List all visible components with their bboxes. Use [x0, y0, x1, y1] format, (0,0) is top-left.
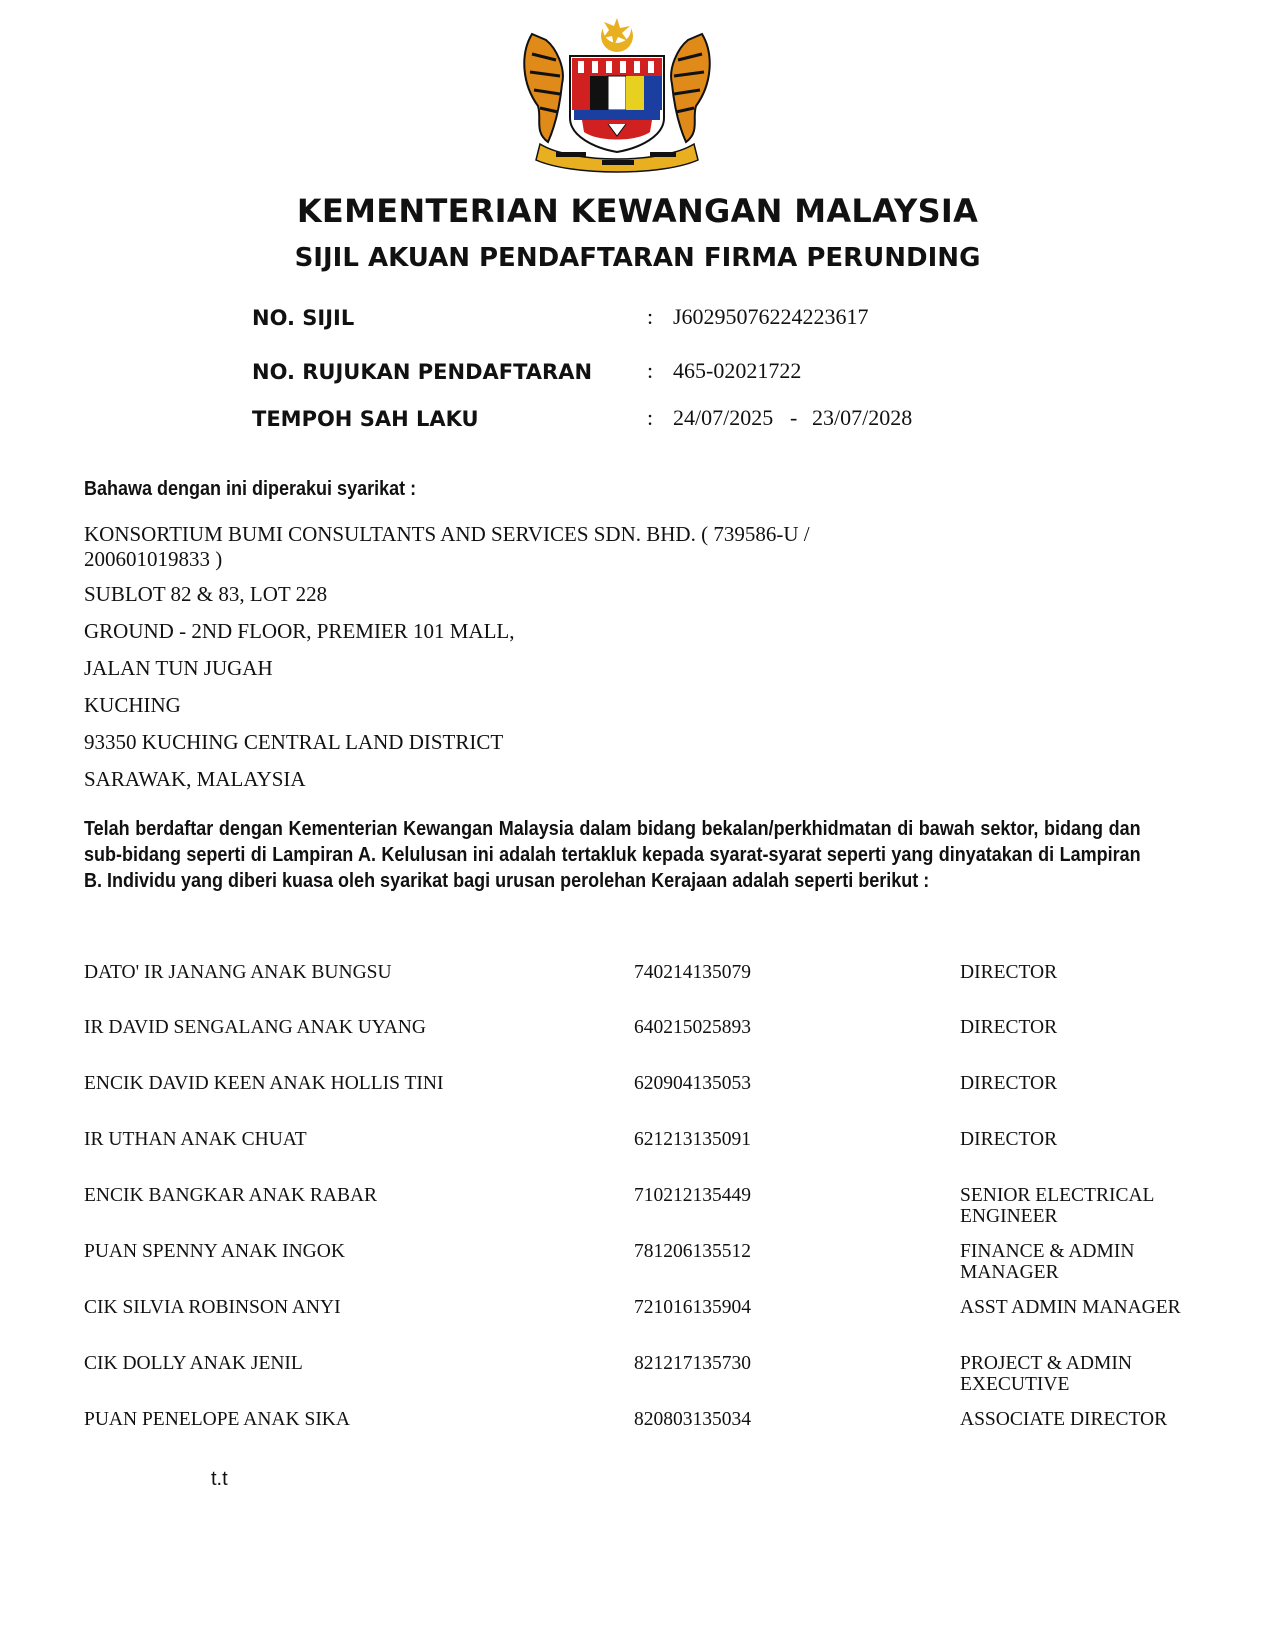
person-row: [0, 962, 1275, 1012]
person-name: ENCIK DAVID KEEN ANAK HOLLIS TINI: [84, 1073, 444, 1094]
person-role: ASST ADMIN MANAGER: [960, 1297, 1181, 1318]
person-name: IR UTHAN ANAK CHUAT: [84, 1129, 307, 1150]
address-line: JALAN TUN JUGAH: [84, 656, 273, 680]
certificate-title: SIJIL AKUAN PENDAFTARAN FIRMA PERUNDING: [294, 243, 981, 273]
tempoh-separator: -: [790, 405, 798, 430]
tempoh-row: [0, 407, 1275, 441]
person-row: [0, 1241, 1275, 1291]
person-role: DIRECTOR: [960, 1073, 1058, 1094]
person-row: [0, 1017, 1275, 1067]
address-line: SUBLOT 82 & 83, LOT 228: [84, 582, 328, 606]
address-line: KUCHING: [84, 693, 181, 717]
person-row: [0, 1409, 1275, 1459]
person-role: ASSOCIATE DIRECTOR: [960, 1409, 1168, 1430]
rujukan-row: [0, 360, 1275, 394]
person-role: SENIOR ELECTRICAL ENGINEER: [960, 1185, 1154, 1227]
person-role: DIRECTOR: [960, 962, 1058, 983]
rujukan-label: NO. RUJUKAN PENDAFTARAN: [252, 360, 593, 384]
person-role: DIRECTOR: [960, 1129, 1058, 1150]
person-row: [0, 1185, 1275, 1235]
person-ic: 820803135034: [634, 1409, 751, 1430]
tempoh-label: TEMPOH SAH LAKU: [252, 407, 479, 431]
coat-of-arms-icon: [512, 14, 722, 176]
person-role: PROJECT & ADMIN EXECUTIVE: [960, 1353, 1132, 1395]
ministry-title: KEMENTERIAN KEWANGAN MALAYSIA: [296, 192, 979, 230]
person-name: DATO' IR JANANG ANAK BUNGSU: [84, 962, 392, 983]
signature-mark: t.t: [211, 1468, 228, 1490]
person-ic: 710212135449: [634, 1185, 751, 1206]
no-sijil-value: J60295076224223617: [673, 304, 869, 329]
colon: :: [647, 405, 654, 430]
person-ic: 781206135512: [634, 1241, 751, 1262]
tempoh-from: 24/07/2025: [673, 405, 774, 430]
intro-text: Bahawa dengan ini diperakui syarikat :: [84, 478, 417, 500]
person-name: IR DAVID SENGALANG ANAK UYANG: [84, 1017, 426, 1038]
colon: :: [647, 358, 654, 383]
person-name: CIK DOLLY ANAK JENIL: [84, 1353, 303, 1374]
person-name: PUAN SPENNY ANAK INGOK: [84, 1241, 345, 1262]
company-name: KONSORTIUM BUMI CONSULTANTS AND SERVICES SDN. BHD. ( 739586-U / 200601019833 ): [84, 522, 810, 571]
person-name: CIK SILVIA ROBINSON ANYI: [84, 1297, 341, 1318]
person-role: FINANCE & ADMIN MANAGER: [960, 1241, 1135, 1283]
no-sijil-label: NO. SIJIL: [252, 306, 355, 330]
person-ic: 640215025893: [634, 1017, 751, 1038]
person-ic: 721016135904: [634, 1297, 751, 1318]
person-ic: 740214135079: [634, 962, 751, 983]
person-name: ENCIK BANGKAR ANAK RABAR: [84, 1185, 378, 1206]
address-line: 93350 KUCHING CENTRAL LAND DISTRICT: [84, 730, 504, 754]
rujukan-value: 465-02021722: [673, 358, 802, 383]
person-ic: 821217135730: [634, 1353, 751, 1374]
person-row: [0, 1297, 1275, 1347]
colon: :: [647, 304, 654, 329]
address-line: SARAWAK, MALAYSIA: [84, 767, 306, 791]
person-ic: 620904135053: [634, 1073, 751, 1094]
no-sijil-row: [0, 306, 1275, 340]
person-row: [0, 1353, 1275, 1403]
person-row: [0, 1129, 1275, 1179]
person-role: DIRECTOR: [960, 1017, 1058, 1038]
registration-statement: Telah berdaftar dengan Kementerian Kewangan Malaysia dalam bidang bekalan/perkhidmatan di bawah sektor, bidang dan sub-bidang seperti di Lampiran A. Kelulusan ini adalah tertakluk kepada syarat-syarat seperti yang dinyatakan di Lampiran B. Individu yang diberi kuasa oleh syarikat bagi urusan perolehan Kerajaan adalah seperti berikut :: [84, 818, 1141, 892]
person-name: PUAN PENELOPE ANAK SIKA: [84, 1409, 350, 1430]
person-row: [0, 1073, 1275, 1123]
address-line: GROUND - 2ND FLOOR, PREMIER 101 MALL,: [84, 619, 515, 643]
tempoh-to: 23/07/2028: [812, 405, 913, 430]
person-ic: 621213135091: [634, 1129, 751, 1150]
